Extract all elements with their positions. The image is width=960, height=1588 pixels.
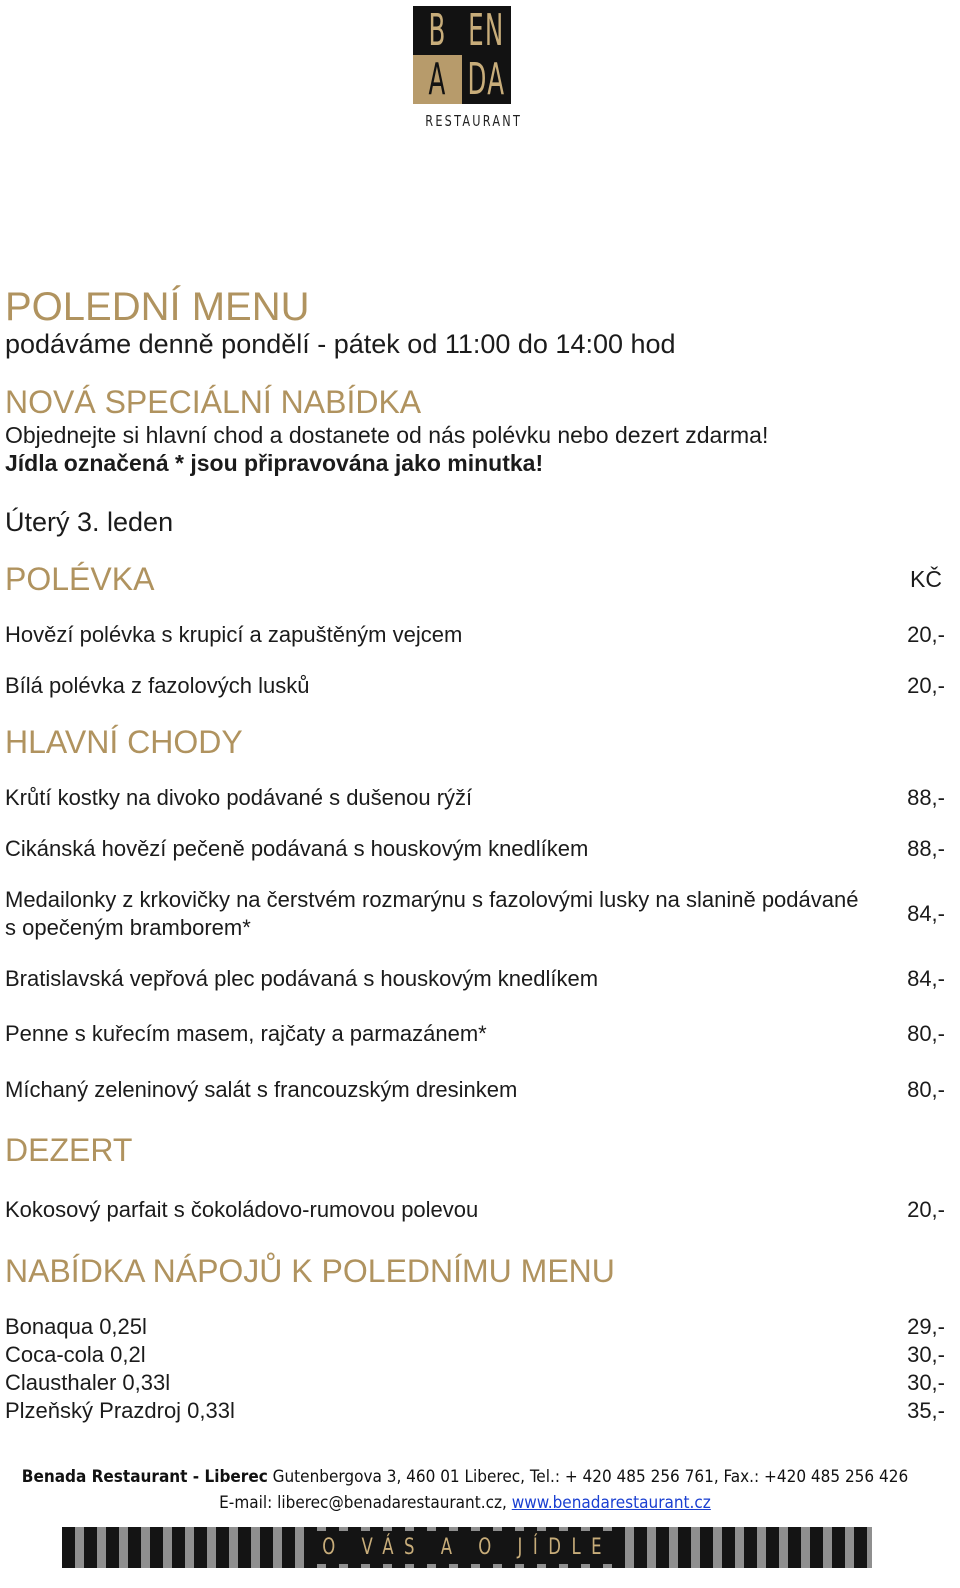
item-price: 30,- [907,1370,945,1395]
slogan-banner [62,1527,872,1568]
drink-item [5,1341,945,1369]
drink-item [5,1397,945,1425]
item-price: 88,- [907,836,945,861]
item-name: Medailonky z krkovičky na čerstvém rozmarýnu s fazolovými lusky na slanině podávané s opečeným bramborem* [5,887,859,940]
minute-note: Jídla označená * jsou připravována jako minutka! [5,450,544,476]
item-price: 20,- [907,1197,945,1222]
menu-item [5,621,945,649]
menu-date: Úterý 3. leden [5,507,174,537]
item-price: 80,- [907,1021,945,1046]
drink-item [5,1313,945,1341]
logo-cell: A [413,55,462,104]
menu-item [5,886,945,942]
item-price: 80,- [907,1077,945,1102]
item-price: 84,- [907,901,945,926]
footer-contact [0,1493,930,1513]
serving-hours: podáváme denně pondělí - pátek od 11:00 do 14:00 hod [5,329,676,359]
footer-address [0,1467,930,1487]
website-link[interactable]: www.benadarestaurant.cz [511,1493,711,1513]
item-name: Penne s kuřecím masem, rajčaty a parmazánem* [5,1021,487,1046]
footer-address-text: Gutenbergova 3, 460 01 Liberec, Tel.: + 420 485 256 761, Fax.: +420 485 256 426 [267,1467,909,1487]
item-price: 20,- [907,622,945,647]
footer-email: E-mail: liberec@benadarestaurant.cz, [219,1493,512,1513]
item-price: 30,- [907,1342,945,1367]
menu-item [5,1196,945,1224]
menu-title: POLEDNÍ MENU [5,285,310,329]
restaurant-logo [413,6,523,130]
item-name: Hovězí polévka s krupicí a zapuštěným vejcem [5,622,463,647]
drink-item [5,1369,945,1397]
item-name: Bonaqua 0,25l [5,1314,147,1339]
item-name: Míchaný zeleninový salát s francouzským dresinkem [5,1077,518,1102]
menu-item [5,784,945,812]
logo-cell: DA [462,55,511,104]
item-price: 84,- [907,966,945,991]
section-title-dessert: DEZERT [5,1132,133,1168]
item-price: 35,- [907,1398,945,1423]
item-name: Clausthaler 0,33l [5,1370,171,1395]
item-name: Kokosový parfait s čokoládovo-rumovou polevou [5,1197,479,1222]
menu-item [5,965,945,993]
menu-item [5,1020,945,1048]
item-name: Plzeňský Prazdroj 0,33l [5,1398,235,1423]
menu-item [5,1076,945,1104]
item-price: 88,- [907,785,945,810]
section-title-mains: HLAVNÍ CHODY [5,724,243,760]
currency-header: KČ [910,566,942,592]
item-name: Coca-cola 0,2l [5,1342,146,1367]
special-offer-text: Objednejte si hlavní chod a dostanete od nás polévku nebo dezert zdarma! [5,422,769,448]
menu-item [5,672,945,700]
special-offer-title: NOVÁ SPECIÁLNÍ NABÍDKA [5,384,422,420]
item-price: 29,- [907,1314,945,1339]
item-price: 20,- [907,673,945,698]
slogan-text: O VÁS A O JÍDLE [312,1531,623,1564]
item-name: Krůtí kostky na divoko podávané s dušenou rýží [5,785,473,810]
item-name: Bratislavská vepřová plec podávaná s houskovým knedlíkem [5,966,599,991]
logo-cell: EN [462,6,511,55]
menu-item [5,835,945,863]
section-title-drinks: NABÍDKA NÁPOJŮ K POLEDNÍMU MENU [5,1253,615,1289]
logo-cell: B [413,6,462,55]
item-name: Bílá polévka z fazolových lusků [5,673,310,698]
section-title-soups: POLÉVKA [5,561,155,597]
logo-subtitle: RESTAURANT [425,112,523,130]
footer-restaurant-name: Benada Restaurant - Liberec [21,1467,268,1487]
item-name: Cikánská hovězí pečeně podávaná s houskovým knedlíkem [5,836,589,861]
